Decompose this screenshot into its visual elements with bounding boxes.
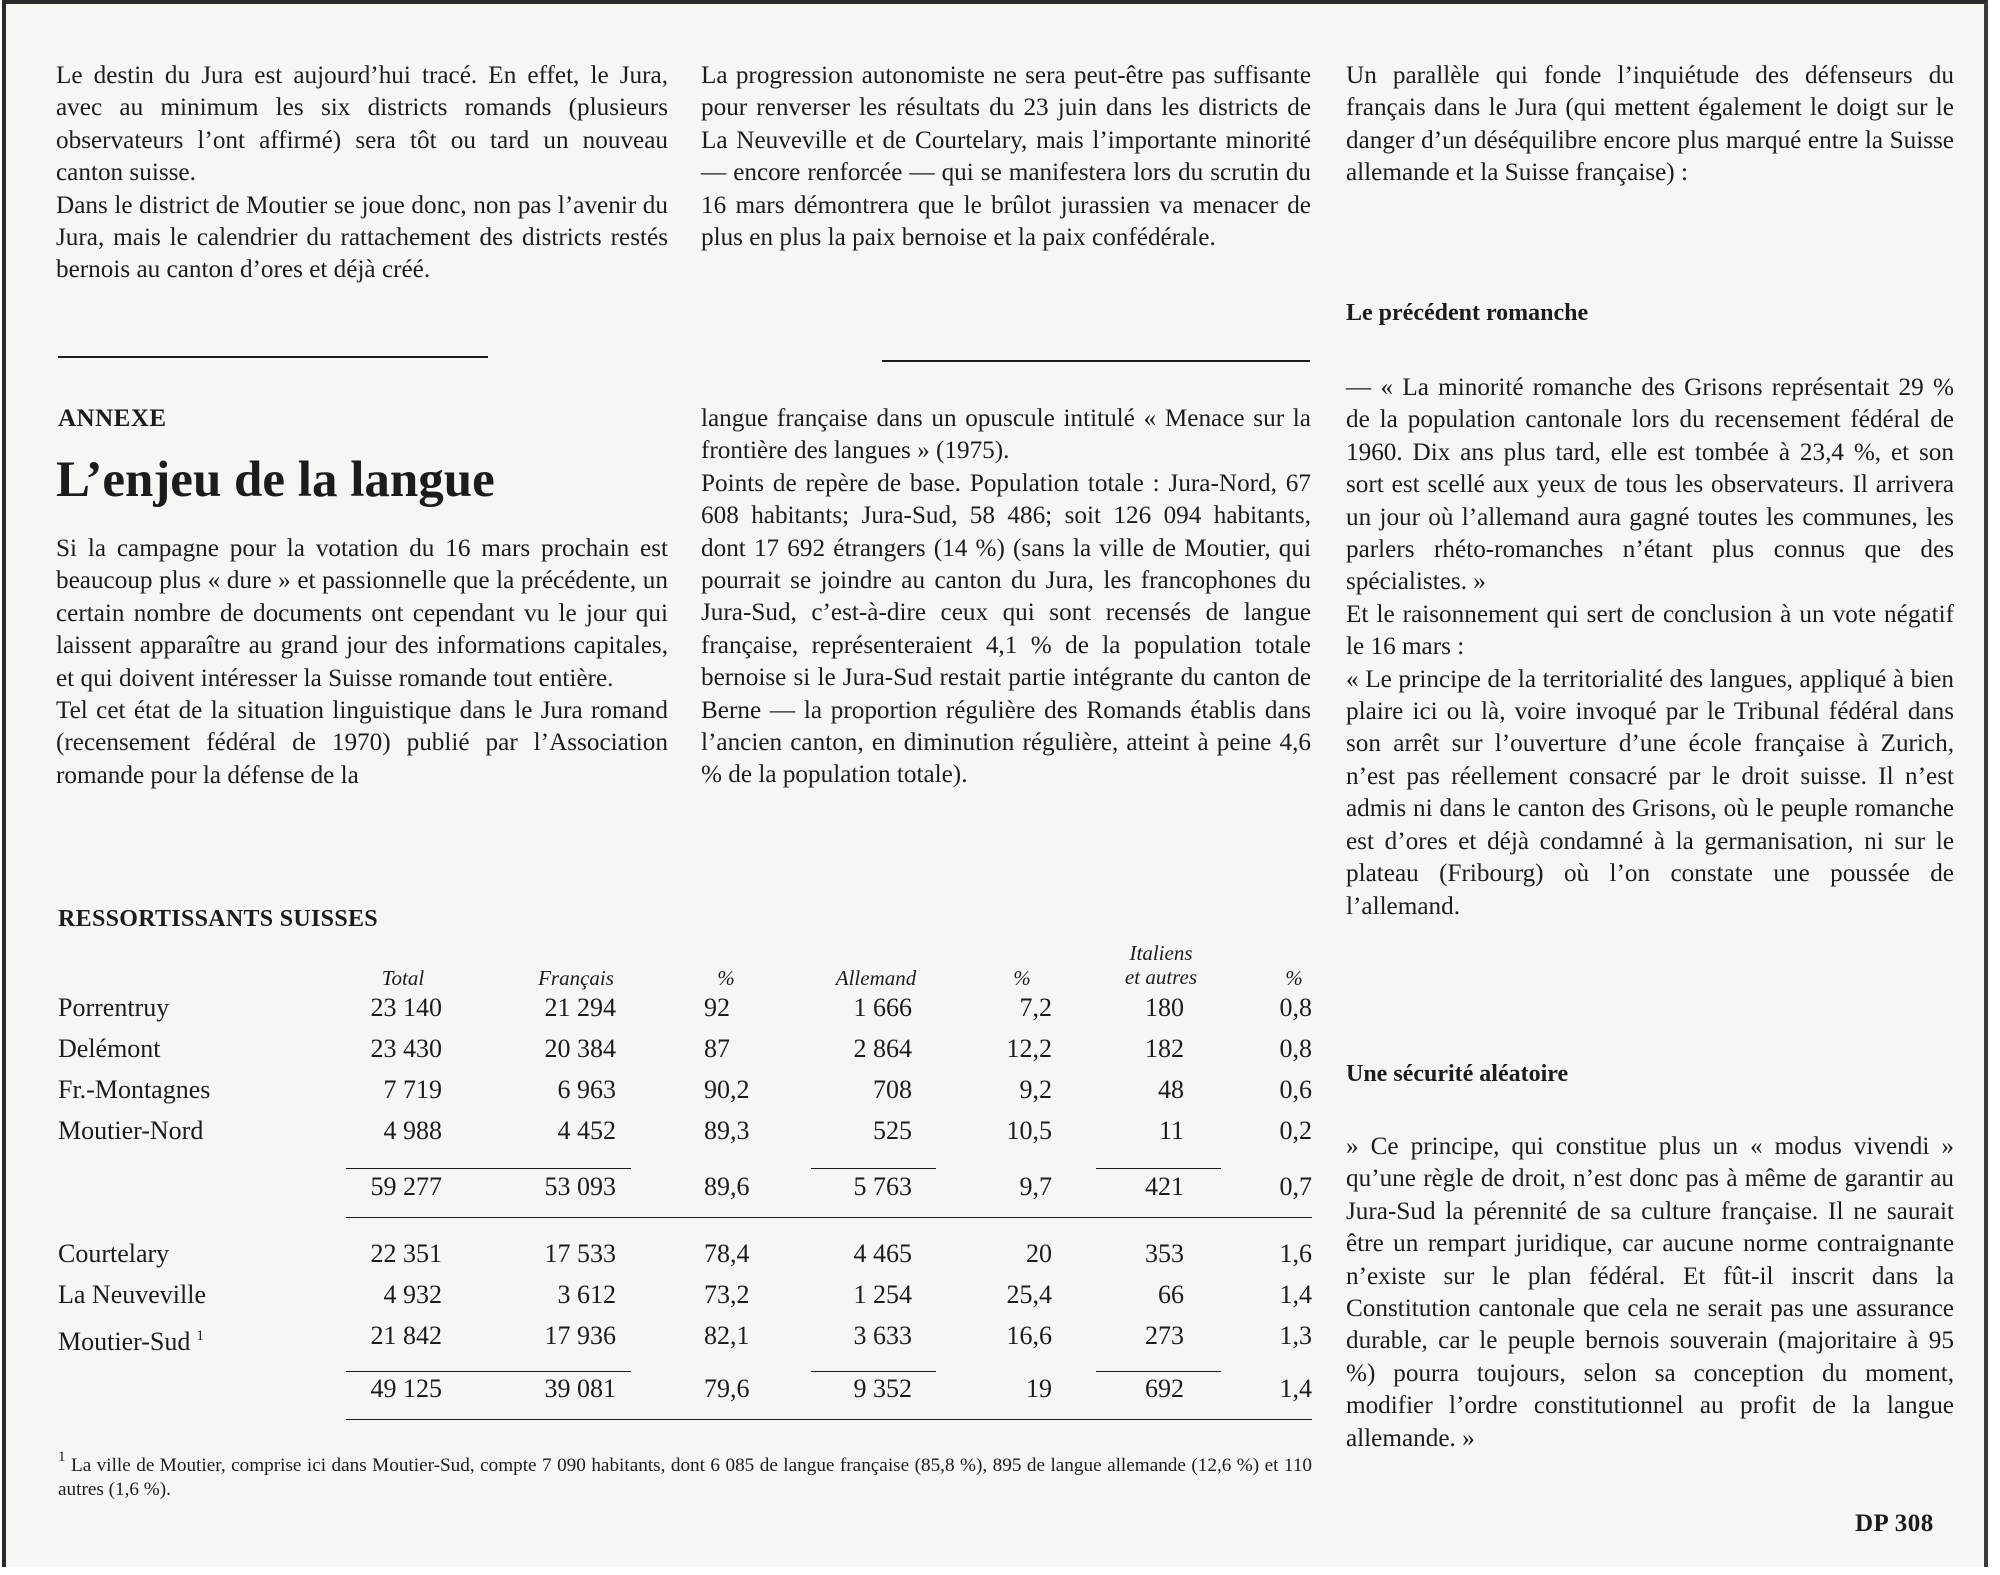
paragraph: Points de repère de base. Population totale : Jura-Nord, 67 608 habitants; Jura-Sud, 58 486; soit 126 094 habitants, dont 17 692 étrangers (14 %) (sans la ville de Moutier, qui pourrait se joindre au canton du Jura, les francophones du Jura-Sud, c’est-à-dire ceux qui sont recensés de langue française, représenteraient 4,1 % de la population totale bernoise si le Jura-Sud restait partie intégrante du canton de Berne — la proportion régulière des Romands établis dans l’ancien canton, en diminution régulière, atteint à peine 4,6 % de la population totale). (701, 469, 1311, 789)
row-label (58, 993, 169, 1023)
table-row-cell: 22 351 (370, 1239, 442, 1268)
table-row-cell: 23 430 (370, 1034, 442, 1063)
table-row-cell: 1,4 (1279, 1280, 1312, 1309)
row-label-text: Moutier-Sud (58, 1327, 191, 1356)
table-row-cell: 89,3 (704, 1116, 750, 1145)
column-header-allemand: Allemand (835, 966, 917, 990)
table-rule (346, 1217, 1312, 1218)
table-row-cell: 1 666 (853, 993, 912, 1022)
article-title: L’enjeu de la langue (56, 452, 495, 508)
table-row-cell: 11 (1158, 1116, 1184, 1145)
table-row-cell: 4 465 (853, 1239, 912, 1268)
row-label-text: Porrentruy (58, 993, 170, 1022)
row-label (58, 1321, 204, 1357)
table-row-cell: 4 932 (383, 1280, 442, 1309)
table-row-cell: 0,2 (1279, 1116, 1312, 1145)
row-label-text: Delémont (58, 1034, 161, 1063)
column-header-et-autres: et autres (1124, 965, 1198, 989)
table-row-cell: 90,2 (704, 1075, 750, 1104)
table-row-cell: 180 (1145, 993, 1184, 1022)
table-row-cell: 92 (704, 993, 730, 1022)
table-row-cell: 17 533 (544, 1239, 616, 1268)
paragraph: Dans le district de Moutier se joue donc, non pas l’avenir du Jura, mais le calendrier du rattachement des districts restés bernois au canton d’ores et déjà créé. (56, 191, 668, 284)
table-row-cell: 20 (1026, 1239, 1052, 1268)
table-row-cell: 182 (1145, 1034, 1184, 1063)
table-row-cell: 3 612 (557, 1280, 616, 1309)
table-row-cell: 82,1 (704, 1321, 750, 1350)
column-header-percent: % (1013, 966, 1031, 990)
column-header-percent: % (1285, 966, 1303, 990)
table-rule (346, 1419, 1312, 1420)
subheading: Une sécurité aléatoire (1346, 1061, 1569, 1087)
column-header-total: Total (381, 966, 425, 990)
table-row-cell: 3 633 (853, 1321, 912, 1350)
column-3-body-continued (1346, 1131, 1954, 1455)
table-row-cell: 0,8 (1279, 1034, 1312, 1063)
paragraph: Tel cet état de la situation linguistique dans le Jura romand (recensement fédéral de 1970) publié par l’Association romande pour la défense de la (56, 697, 668, 789)
column-header-italiens: Italiens (1129, 941, 1193, 965)
column-2-intro (701, 60, 1311, 254)
subtotal-row-cell: 0,7 (1279, 1172, 1312, 1201)
table-row-cell: 87 (704, 1034, 730, 1063)
column-1-body (56, 533, 668, 792)
table-row-cell: 48 (1158, 1075, 1184, 1104)
table-rule (811, 1371, 936, 1372)
section-divider (882, 360, 1310, 362)
subtotal-row-cell: 692 (1145, 1374, 1184, 1403)
table-row-cell: 9,2 (1019, 1075, 1052, 1104)
table-row-cell: 6 963 (557, 1075, 616, 1104)
table-row-cell: 2 864 (853, 1034, 912, 1063)
table-rule (346, 1168, 631, 1169)
column-3-intro (1346, 60, 1954, 190)
subtotal-row-cell: 5 763 (853, 1172, 912, 1201)
table-row-cell: 4 988 (383, 1116, 442, 1145)
table-rule (346, 1371, 631, 1372)
table-row-cell: 7 719 (383, 1075, 442, 1104)
row-label-text: Courtelary (58, 1239, 170, 1268)
table-row-cell: 1,6 (1279, 1239, 1312, 1268)
table-row-cell: 16,6 (1006, 1321, 1052, 1350)
page-folio: DP 308 (1855, 1510, 1934, 1537)
table-row-cell: 17 936 (544, 1321, 616, 1350)
table-row-cell: 20 384 (544, 1034, 616, 1063)
table-row-cell: 0,6 (1279, 1075, 1312, 1104)
paragraph: Un parallèle qui fonde l’inquiétude des défenseurs du français dans le Jura (qui mettent également le doigt sur le danger d’un déséquilibre encore plus marqué entre la Suisse allemande et la Suisse française) : (1346, 62, 1954, 187)
column-header-francais: Français (538, 966, 614, 990)
column-3-body (1346, 372, 1954, 923)
footnote (58, 1445, 1312, 1502)
table-row-cell: 525 (873, 1116, 912, 1145)
row-label (58, 1280, 206, 1310)
section-divider (58, 356, 488, 358)
paragraph: La progression autonomiste ne sera peut-être pas suffisante pour renverser les résultats du 23 juin dans les districts de La Neuveville et de Courtelary, mais l’importante minorité — encore renforcée — qui se manifestera lors du scrutin du 16 mars démontrera que le brûlot jurassien va menacer de plus en plus la paix bernoise et la paix confédérale. (701, 62, 1311, 252)
table-row-cell: 10,5 (1006, 1116, 1052, 1145)
table-row-cell: 7,2 (1019, 993, 1052, 1022)
paragraph: Et le raisonnement qui sert de conclusion à un vote négatif le 16 mars : (1346, 600, 1954, 661)
subtotal-row-cell: 49 125 (370, 1374, 442, 1403)
table-rule (811, 1168, 936, 1169)
paragraph: langue française dans un opuscule intitulé « Menace sur la frontière des langues » (1975). (701, 405, 1311, 465)
table-row-cell: 78,4 (704, 1239, 750, 1268)
paragraph: Si la campagne pour la votation du 16 mars prochain est beaucoup plus « dure » et passionnelle que la précédente, un certain nombre de documents ont cependant vu le jour qui laissent apparaître au grand jour des informations capitales, et qui doivent intéresser la Suisse romande tout entière. (56, 535, 668, 692)
subtotal-row-cell: 59 277 (370, 1172, 442, 1201)
subtotal-row-cell: 421 (1145, 1172, 1184, 1201)
subtotal-row-cell: 9 352 (853, 1374, 912, 1403)
subheading: Le précédent romanche (1346, 300, 1589, 326)
row-label (58, 1239, 169, 1269)
table-row-cell: 25,4 (1006, 1280, 1052, 1309)
footnote-mark: 1 (58, 1449, 66, 1465)
column-1-intro (56, 60, 668, 287)
paragraph: Le destin du Jura est aujourd’hui tracé. En effet, le Jura, avec au minimum les six districts romands (plusieurs observateurs l’ont affirmé) sera tôt ou tard un nouveau canton suisse. (56, 62, 668, 187)
footnote-text: La ville de Moutier, comprise ici dans Moutier-Sud, compte 7 090 habitants, dont 6 085 de langue française (85,8 %), 895 de langue allemande (12,6 %) et 110 autres (1,6 %). (58, 1455, 1313, 1500)
table-title: RESSORTISSANTS SUISSES (58, 906, 378, 932)
row-label-text: Fr.-Montagnes (58, 1075, 211, 1104)
document-page (2, 0, 1988, 1567)
subtotal-row-cell: 79,6 (704, 1374, 750, 1403)
paragraph: « Le principe de la territorialité des langues, appliqué à bien plaire ici ou là, voire invoqué par le Tribunal fédéral dans son arrêt sur l’ouverture d’une école française à Zurich, n’est pas réellement consacré par le droit suisse. Il n’est admis ni dans le canton des Grisons, où le peuple romanche est d’ores et déjà condamné à la germanisation, ni sur le plateau (Fribourg) où l’on constate une poussée de l’allemand. (1346, 665, 1954, 920)
row-label (58, 1034, 161, 1064)
column-header-percent: % (717, 966, 735, 990)
table-rule (1096, 1168, 1221, 1169)
section-label: ANNEXE (58, 405, 167, 432)
table-row-cell: 0,8 (1279, 993, 1312, 1022)
subtotal-row-cell: 53 093 (544, 1172, 616, 1201)
table-row-cell: 4 452 (557, 1116, 616, 1145)
table-row-cell: 12,2 (1006, 1034, 1052, 1063)
table-row-cell: 708 (873, 1075, 912, 1104)
table-row-cell: 66 (1158, 1280, 1184, 1309)
table-row-cell: 21 842 (370, 1321, 442, 1350)
table-row-cell: 21 294 (544, 993, 616, 1022)
table-rule (1096, 1371, 1221, 1372)
table-row-cell: 353 (1145, 1239, 1184, 1268)
paragraph: — « La minorité romanche des Grisons représentait 29 % de la population cantonale lors du recensement fédéral de 1960. Dix ans plus tard, elle est tombée à 23,4 %, et son sort est scellé aux yeux de tous les observateurs. Il arrivera un jour où l’allemand aura gagné toutes les communes, les parlers rhéto-romanches n’étant plus connus que des spécialistes. » (1346, 374, 1954, 596)
paragraph: » Ce principe, qui constitue plus un « modus vivendi » qu’une règle de droit, n’est donc pas à même de garantir au Jura-Sud la pérennité de sa culture française. Il ne saurait être un rempart juridique, car aucune norme contraignante n’existe sur le plan fédéral. Et fût-il inscrit dans la Constitution cantonale que cela ne serait pas une assurance durable, car le peuple bernois souverain (majoritaire à 95 %) pourra toujours, selon sa conception du moment, modifier l’ordre constitutionnel au profit de la langue allemande. » (1346, 1133, 1954, 1452)
table-row-cell: 23 140 (370, 993, 442, 1022)
row-label (58, 1075, 210, 1105)
subtotal-row-cell: 39 081 (544, 1374, 616, 1403)
table-row-cell: 1 254 (853, 1280, 912, 1309)
table-row-cell: 1,3 (1279, 1321, 1312, 1350)
footnote-mark: 1 (196, 1328, 204, 1344)
subtotal-row-cell: 9,7 (1019, 1172, 1052, 1201)
table-row-cell: 73,2 (704, 1280, 750, 1309)
row-label-text: Moutier-Nord (58, 1116, 204, 1145)
table-row-cell: 273 (1145, 1321, 1184, 1350)
subtotal-row-cell: 1,4 (1279, 1374, 1312, 1403)
subtotal-row-cell: 89,6 (704, 1172, 750, 1201)
column-2-body (701, 403, 1311, 792)
row-label (58, 1116, 203, 1146)
subtotal-row-cell: 19 (1026, 1374, 1052, 1403)
row-label-text: La Neuveville (58, 1280, 206, 1309)
